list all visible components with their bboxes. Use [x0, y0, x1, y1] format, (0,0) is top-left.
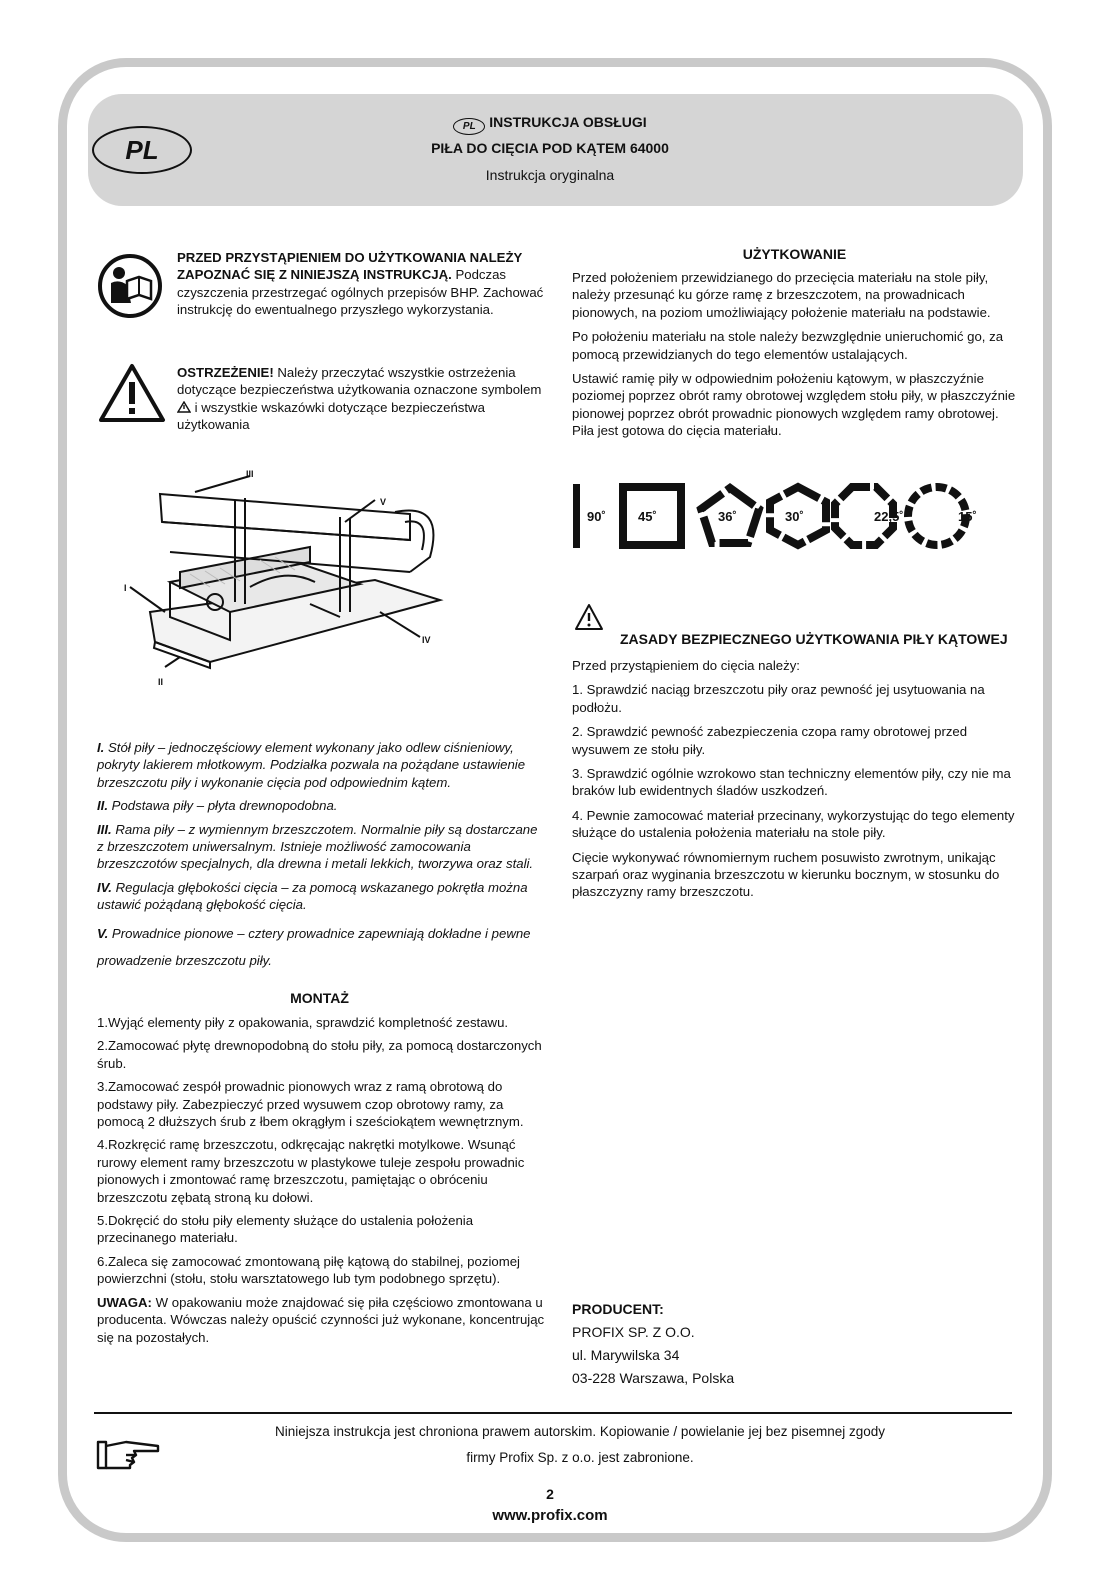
safety-intro: Przed przystąpieniem do cięcia należy: — [572, 658, 800, 673]
producer-label: PRODUCENT: — [572, 1301, 664, 1317]
part-item — [97, 879, 542, 914]
producer-name: PROFIX SP. Z O.O. — [572, 1324, 695, 1340]
safety-body — [572, 657, 1022, 901]
footer-line-2: firmy Profix Sp. z o.o. jest zabronione. — [466, 1450, 694, 1465]
part-number: II. — [97, 798, 108, 814]
part-item — [97, 920, 542, 974]
angle-label: 36˚ — [718, 509, 737, 524]
montaz-step: 5.Dokręcić do stołu piły elementy służące do ustalenia położenia przecinanego materiału. — [97, 1213, 474, 1246]
producer-block — [572, 1298, 872, 1390]
language-badge: PL — [92, 126, 192, 174]
montaz-step: 6.Zaleca się zamocować zmontowaną piłę kątową do stabilnej, poziomej powierzchni (stołu, stołu warsztatowego lub tym podobnego sprzętu). — [97, 1253, 520, 1287]
diagram-label-i: I — [124, 583, 127, 593]
part-item — [97, 821, 542, 873]
safety-item: 1. Sprawdzić naciąg brzeszczotu piły oraz pewność jej usytuowania na podłożu. — [572, 682, 985, 715]
doc-title-text: INSTRUKCJA OBSŁUGI — [489, 114, 647, 130]
angle-label: 45˚ — [638, 509, 657, 524]
angle-label: 15˚ — [958, 509, 977, 524]
montaz-note — [97, 1294, 547, 1346]
parts-list — [97, 739, 542, 974]
doc-subtitle: PIŁA DO CIĘCIA POD KĄTEM 64000 — [431, 140, 669, 156]
angle-90-icon — [573, 484, 580, 548]
part-text: Prowadnice pionowe – cztery prowadnice zapewniają dokładne i pewne prowadzenie brzeszczotu piły. — [97, 925, 531, 968]
intro-text — [177, 249, 547, 319]
uzytkowanie-body — [572, 269, 1022, 440]
pointing-hand-icon — [96, 1436, 162, 1472]
montaz-note-text: W opakowaniu może znajdować się piła częściowo zmontowana u producenta. Wówczas należy opuścić czynności już wykonane, koncentrując się na pozostałych. — [97, 1294, 545, 1345]
part-text: Regulacja głębokości cięcia – za pomocą wskazanego pokrętła można ustawić pożądaną głębokość cięcia. — [97, 879, 528, 913]
footer-line-1: Niniejsza instrukcja jest chroniona prawem autorskim. Kopiowanie / powielanie jej bez pisemnej zgody — [274, 1424, 886, 1439]
doc-note: Instrukcja oryginalna — [485, 167, 615, 183]
part-text: Rama piły – z wymiennym brzeszczotem. Normalnie piły są dostarczane z brzeszczotem uniwersalnym. Istnieje możliwość zamocowania brzeszczotów specjalnych, dla drewna i metali lekkich, tworzywa oraz stali. — [97, 821, 538, 872]
montaz-step: 4.Rozkręcić ramę brzeszczotu, odkręcając nakrętki motylkowe. Wsunąć rurowy element ramy brzeszczotu w plastykowe tuleje zespołu prowadnic pionowych i zmontować ramę brzeszczotu, pamiętając o obróceniu brzeszczotu zębatą stroną ku dołowi. — [97, 1137, 525, 1205]
montaz-step: 1.Wyjąć elementy piły z opakowania, sprawdzić kompletność zestawu. — [97, 1015, 509, 1030]
safety-item: 3. Sprawdzić ogólnie wzrokowo stan techniczny elementów piły, czy nie ma braków lub ewidentnych śladów uszkodzeń. — [572, 766, 1011, 799]
diagram-label-iii: III — [246, 469, 254, 479]
language-mini-badge: PL — [453, 118, 485, 135]
producer-city: 03-228 Warszawa, Polska — [572, 1370, 735, 1386]
part-text: Stół piły – jednoczęściowy element wykonany jako odlew ciśnieniowy, pokryty lakierem młotkowym. Podziałka pozwala na pożądane ustawienie brzeszczotu piły i wykonanie cięcia pod odpowiednim kątem. — [97, 740, 526, 790]
warning-body-1: Należy przeczytać wszystkie ostrzeżenia dotyczące bezpieczeństwa użytkowania oznaczone symbolem — [177, 365, 542, 398]
diagram-label-iv: IV — [422, 635, 431, 645]
warning-small-icon — [177, 401, 191, 413]
safety-closing: Cięcie wykonywać równomiernym ruchem posuwisto zwrotnym, unikając szarpań oraz wyginania brzeszczotu w kierunku bocznym, w stosunku do płaszczyzny ramy brzeszczotu. — [572, 849, 1000, 900]
warning-text — [177, 364, 547, 434]
miter-saw-diagram — [110, 462, 455, 687]
safety-warning-icon — [574, 603, 604, 631]
part-number: I. — [97, 740, 105, 755]
part-number: III. — [97, 821, 112, 837]
angle-label: 90˚ — [587, 509, 606, 524]
part-number: IV. — [97, 879, 112, 895]
website-url: www.profix.com — [470, 1507, 630, 1524]
safety-item: 4. Pewnie zamocować materiał przecinany, wykorzystując do tego elementy służące do ustalenia położenia materiału na stole piły. — [572, 807, 1015, 841]
read-manual-icon — [97, 253, 163, 319]
part-item — [97, 797, 542, 814]
angle-label: 22,5˚ — [874, 509, 904, 524]
intro-body: Podczas czyszczenia przestrzegać ogólnych przepisów BHP. Zachować instrukcję do ewentualnego przyszłego wykorzystania. — [177, 267, 544, 318]
warning-body-2: i wszystkie wskazówki dotyczące bezpieczeństwa użytkowania — [177, 399, 485, 433]
angle-label: 30˚ — [785, 509, 804, 524]
diagram-label-v: V — [380, 497, 387, 507]
part-text: Podstawa piły – płyta drewnopodobna. — [111, 798, 338, 814]
page-number: 2 — [546, 1486, 554, 1502]
diagram-label-ii: II — [158, 677, 164, 687]
montaz-note-label: UWAGA: — [97, 1294, 152, 1310]
montaz-heading: MONTAŻ — [290, 990, 349, 1006]
doc-title — [380, 114, 720, 135]
warning-bold: OSTRZEŻENIE! — [177, 365, 274, 380]
producer-street: ul. Marywilska 34 — [572, 1347, 680, 1363]
footer-divider — [94, 1412, 1012, 1414]
montaz-steps — [97, 1014, 547, 1346]
montaz-step: 3.Zamocować zespół prowadnic pionowych wraz z ramą obrotową do podstawy piły. Zabezpieczyć przed wysuwem czop obrotowy ramy, za pomocą 2 dłuższych śrub z łbem okrągłym i sześciokątem wewnętrznym. — [97, 1079, 524, 1130]
uzytkowanie-heading: UŻYTKOWANIE — [742, 246, 847, 262]
uzytkowanie-paragraph: Ustawić ramię piły w odpowiednim położeniu kątowym, w płaszczyźnie poziomej poprzez obrót ramy obrotowej względem stołu piły, w płaszczyźnie pionowej poprzez obrót prowadnic pionowych względem ramy obrotowej. Piła jest gotowa do cięcia materiału. — [572, 371, 1016, 439]
part-number: V. — [97, 925, 109, 941]
uzytkowanie-paragraph: Przed położeniem przewidzianego do przecięcia materiału na stole piły, należy przesunąć ku górze ramę z brzeszczotem, na prowadnicach pionowych, na poziom umożliwiający położenie materiału na podstawie. — [572, 270, 991, 320]
uzytkowanie-paragraph: Po położeniu materiału na stole należy bezwzględnie unieruchomić go, za pomocą przewidzianych do tego elementów ustalających. — [572, 329, 1004, 362]
montaz-step: 2.Zamocować płytę drewnopodobną do stołu piły, za pomocą dostarczonych śrub. — [97, 1038, 542, 1071]
safety-heading: ZASADY BEZPIECZNEGO UŻYTKOWANIA PIŁY KĄTOWEJ — [620, 631, 1008, 647]
part-item — [97, 739, 542, 791]
intro-bold: PRZED PRZYSTĄPIENIEM DO UŻYTKOWANIA NALEŻY ZAPOZNAĆ SIĘ Z NINIEJSZĄ INSTRUKCJĄ. — [177, 250, 523, 283]
safety-item: 2. Sprawdzić pewność zabezpieczenia czopa ramy obrotowej przed wysuwem ze stołu piły. — [572, 724, 968, 757]
warning-triangle-icon — [97, 362, 167, 424]
